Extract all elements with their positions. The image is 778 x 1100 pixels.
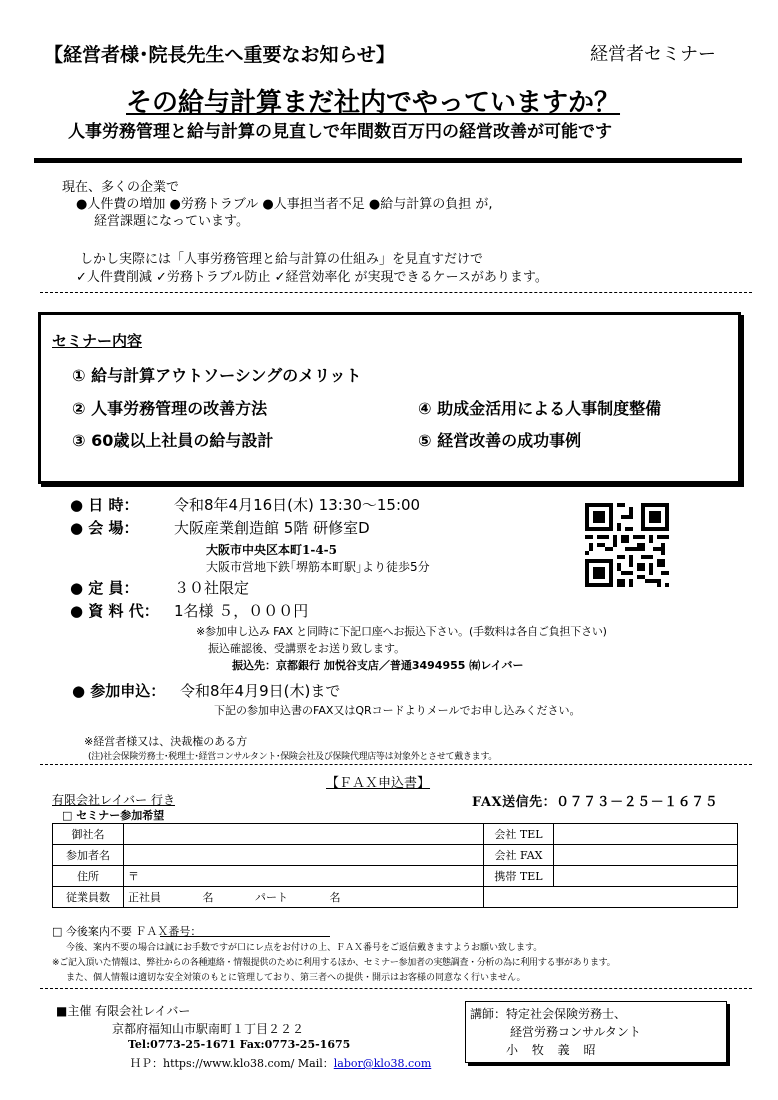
header-notice: 【経営者様･院長先生へ重要なお知らせ】 [44, 44, 395, 66]
organizer-tel: Tel:0773-25-1671 Fax:0773-25-1675 [128, 1038, 351, 1051]
empty-cell [484, 887, 738, 908]
intro-line: しかし実際には「人事労務管理と給与計算の仕組み」を見直すだけで [80, 252, 484, 267]
optout-note: 今後、案内不要の場合は誠にお手数ですが口にレ点をお付けの上、ＦＡＸ番号をご返信戴きますようお願い致します。 [66, 943, 543, 953]
fee-value: 1名様 ５，０００円 [174, 602, 309, 620]
fax-input[interactable] [554, 845, 738, 866]
section-divider [40, 292, 752, 293]
header-seminar-label: 経営者セミナー [590, 44, 716, 65]
lecturer-title: 講師：特定社会保険労務士、 [470, 1007, 627, 1021]
fax-label: 会社 FAX [484, 845, 554, 866]
address-label: 住所 [53, 866, 124, 887]
section-divider [40, 764, 752, 765]
company-label: 御社名 [53, 824, 124, 845]
fax-form-table [52, 823, 738, 908]
fax-number-underline [160, 936, 330, 937]
homepage-link[interactable]: ＨＰ：https://www.klo38.com/ Mail： [130, 1057, 334, 1070]
fee-note: ※参加申し込み FAX と同時に下記口座へお振込下さい。(手数料は各自ご負担下さい) [196, 625, 607, 638]
page-subtitle: 人事労務管理と給与計算の見直しで年間数百万円の経営改善が可能です [68, 122, 612, 142]
venue-access: 大阪市営地下鉄｢堺筋本町駅｣より徒歩5分 [206, 560, 430, 574]
seminar-item: ④ 助成金活用による人事制度整備 [418, 399, 662, 418]
seminar-heading: セミナー内容 [52, 332, 143, 350]
bank-info: 振込先：京都銀行 加悦谷支店／普通3494955 ㈲レイバー [232, 659, 524, 672]
qr-code-icon[interactable] [585, 503, 669, 587]
participation-checkbox[interactable]: □ セミナー参加希望 [62, 809, 165, 822]
date-value: 令和8年4月16日(木) 13:30～15:00 [174, 496, 421, 514]
privacy-note: ※ご記入頂いた情報は、弊社からの各種連絡・情報提供のために利用するほか、セミナー参加者の実態調査・分析の為に利用する事があります。 [52, 958, 616, 968]
eligibility-note: (注)社会保険労務士･税理士･経営コンサルタント･保険会社及び保険代理店等は対象外とさせて戴きます。 [88, 752, 497, 762]
date-label: ● 日 時： [70, 496, 139, 514]
intro-line: ●人件費の増加 ●労務トラブル ●人事担当者不足 ●給与計算の負担 が, [76, 197, 493, 212]
apply-label: ● 参加申込： [72, 682, 166, 700]
lecturer-role: 経営労務コンサルタント [510, 1025, 641, 1039]
capacity-value: ３０社限定 [174, 579, 250, 597]
tel-input[interactable] [554, 824, 738, 845]
seminar-item: ② 人事労務管理の改善方法 [72, 399, 268, 418]
venue-address: 大阪市中央区本町1-4-5 [206, 543, 338, 557]
fax-destination: FAX送信先：０７７３－２５－１６７５ [472, 795, 719, 810]
title-divider [34, 158, 742, 163]
attendee-input[interactable] [124, 845, 484, 866]
page-title: その給与計算まだ社内でやっていますか？ [126, 88, 621, 118]
venue-label: ● 会 場： [70, 519, 139, 537]
venue-value: 大阪産業創造館 5階 研修室D [174, 519, 370, 537]
fax-form-title: 【ＦＡＸ申込書】 [326, 776, 431, 791]
mobile-input[interactable] [554, 866, 738, 887]
organizer-address: 京都府福知山市駅南町１丁目２２２ [112, 1022, 305, 1036]
intro-line: 経営課題になっています。 [94, 214, 249, 229]
mobile-label: 携帯 TEL [484, 866, 554, 887]
capacity-label: ● 定 員： [70, 579, 139, 597]
seminar-item: ③ 60歳以上社員の給与設計 [72, 431, 274, 450]
employees-label: 従業員数 [53, 887, 124, 908]
address-input[interactable]: 〒 [124, 866, 484, 887]
fax-recipient: 有限会社レイバー 行き [52, 793, 175, 807]
privacy-note: また、個人情報は適切な安全対策のもとに管理しており、第三者への提供・開示はお客様の同意なく行いません。 [66, 973, 526, 983]
organizer: ■主催 有限会社レイバー [56, 1004, 191, 1018]
fee-note: 振込確認後、受講票をお送り致します。 [208, 642, 406, 655]
company-input[interactable] [124, 824, 484, 845]
optout-checkbox[interactable]: □ 今後案内不要 ＦＡＸ番号： [52, 925, 202, 938]
intro-line: 現在、多くの企業で [62, 180, 180, 195]
section-divider [40, 988, 752, 989]
lecturer-name: 小 牧 義 昭 [506, 1043, 596, 1057]
apply-note: 下記の参加申込書のFAX又はQRコードよりメールでお申し込みください。 [214, 704, 581, 717]
tel-label: 会社 TEL [484, 824, 554, 845]
organizer-web [130, 1055, 431, 1071]
seminar-item: ⑤ 経営改善の成功事例 [418, 431, 582, 450]
employees-input[interactable]: 正社員 名 パート 名 [124, 887, 484, 908]
fee-label: ● 資 料 代： [70, 602, 159, 620]
apply-value: 令和8年4月9日(木)まで [180, 682, 341, 700]
mail-link[interactable]: labor@klo38.com [333, 1057, 432, 1070]
intro-line: ✓人件費削減 ✓労務トラブル防止 ✓経営効率化 が実現できるケースがあります。 [76, 270, 548, 285]
attendee-label: 参加者名 [53, 845, 124, 866]
eligibility-note: ※経営者様又は、決裁権のある方 [84, 735, 248, 748]
seminar-item: ① 給与計算アウトソーシングのメリット [72, 366, 362, 385]
